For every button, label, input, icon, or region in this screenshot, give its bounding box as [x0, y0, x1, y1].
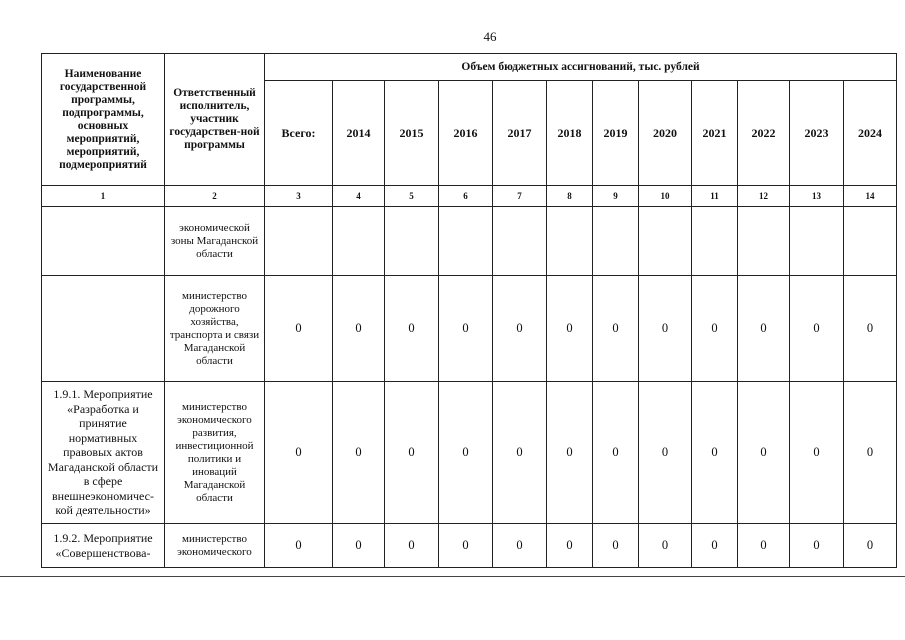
value-cell: 0: [493, 382, 547, 524]
value-cell: 0: [333, 276, 385, 382]
header-year: 2022: [738, 81, 790, 186]
column-number: 13: [790, 186, 844, 207]
header-year: 2014: [333, 81, 385, 186]
program-name-cell: 1.9.1. Мероприятие «Разработка и принятие нормативных правовых актов Магаданской области в сфере внешнеэкономичес-кой деятельности»: [42, 382, 165, 524]
header-year: 2018: [547, 81, 593, 186]
program-name-cell: 1.9.2. Мероприятие «Совершенствова-: [42, 524, 165, 568]
header-budget-group: Объем бюджетных ассигнований, тыс. рублей: [265, 54, 897, 81]
column-number: 6: [439, 186, 493, 207]
column-number: 10: [639, 186, 692, 207]
page-number: 46: [483, 29, 497, 44]
value-cell: [265, 207, 333, 276]
value-cell: 0: [439, 524, 493, 568]
header-year: 2023: [790, 81, 844, 186]
value-cell: 0: [593, 382, 639, 524]
column-number: 8: [547, 186, 593, 207]
header-year: 2024: [844, 81, 897, 186]
value-cell: [639, 207, 692, 276]
value-cell: 0: [493, 524, 547, 568]
column-number: 12: [738, 186, 790, 207]
value-cell: 0: [333, 382, 385, 524]
value-cell: 0: [738, 276, 790, 382]
table-header: [42, 54, 897, 207]
value-cell: [493, 207, 547, 276]
column-number: 7: [493, 186, 547, 207]
value-cell: 0: [439, 382, 493, 524]
table-row: [42, 276, 897, 382]
header-year: 2015: [385, 81, 439, 186]
value-cell: 0: [385, 382, 439, 524]
value-cell: 0: [790, 524, 844, 568]
value-cell: 0: [547, 524, 593, 568]
value-cell: 0: [790, 276, 844, 382]
value-cell: [333, 207, 385, 276]
value-cell: 0: [593, 524, 639, 568]
value-cell: 0: [692, 524, 738, 568]
table-body: [42, 207, 897, 568]
program-name-cell: [42, 207, 165, 276]
value-cell: [547, 207, 593, 276]
table-row: [42, 382, 897, 524]
header-year: 2020: [639, 81, 692, 186]
value-cell: 0: [790, 382, 844, 524]
header-year: 2019: [593, 81, 639, 186]
value-cell: 0: [547, 382, 593, 524]
value-cell: 0: [547, 276, 593, 382]
column-number: 2: [165, 186, 265, 207]
value-cell: 0: [738, 524, 790, 568]
column-number: 3: [265, 186, 333, 207]
value-cell: 0: [493, 276, 547, 382]
program-name-cell: [42, 276, 165, 382]
header-year: 2016: [439, 81, 493, 186]
column-number: 11: [692, 186, 738, 207]
value-cell: 0: [265, 382, 333, 524]
value-cell: [692, 207, 738, 276]
responsible-cell: экономической зоны Магаданской области: [165, 207, 265, 276]
value-cell: [790, 207, 844, 276]
value-cell: 0: [385, 276, 439, 382]
value-cell: 0: [692, 276, 738, 382]
value-cell: [593, 207, 639, 276]
column-number: 9: [593, 186, 639, 207]
column-number-row: [42, 186, 897, 207]
header-program-name: Наименование государственной программы, подпрограммы, основных мероприятий, мероприятий, подмероприятий: [42, 54, 165, 186]
value-cell: 0: [844, 382, 897, 524]
column-number: 5: [385, 186, 439, 207]
value-cell: 0: [844, 524, 897, 568]
table-row: [42, 524, 897, 568]
value-cell: 0: [593, 276, 639, 382]
header-year: 2017: [493, 81, 547, 186]
header-year: 2021: [692, 81, 738, 186]
budget-table: [41, 53, 897, 568]
value-cell: [844, 207, 897, 276]
scan-line-bottom: [0, 576, 905, 577]
value-cell: 0: [692, 382, 738, 524]
header-responsible: Ответственный исполнитель, участник государствен-ной программы: [165, 54, 265, 186]
value-cell: 0: [439, 276, 493, 382]
value-cell: 0: [844, 276, 897, 382]
value-cell: 0: [738, 382, 790, 524]
responsible-cell: министерство экономического: [165, 524, 265, 568]
value-cell: [738, 207, 790, 276]
value-cell: 0: [265, 524, 333, 568]
column-number: 4: [333, 186, 385, 207]
value-cell: [385, 207, 439, 276]
value-cell: 0: [639, 276, 692, 382]
responsible-cell: министерство дорожного хозяйства, транспорта и связи Магаданской области: [165, 276, 265, 382]
value-cell: 0: [265, 276, 333, 382]
column-number: 14: [844, 186, 897, 207]
column-number: 1: [42, 186, 165, 207]
responsible-cell: министерство экономического развития, инвестиционной политики и иноваций Магаданской области: [165, 382, 265, 524]
value-cell: 0: [639, 382, 692, 524]
value-cell: 0: [333, 524, 385, 568]
value-cell: 0: [639, 524, 692, 568]
value-cell: 0: [385, 524, 439, 568]
header-total: Всего:: [265, 81, 333, 186]
table-row: [42, 207, 897, 276]
value-cell: [439, 207, 493, 276]
